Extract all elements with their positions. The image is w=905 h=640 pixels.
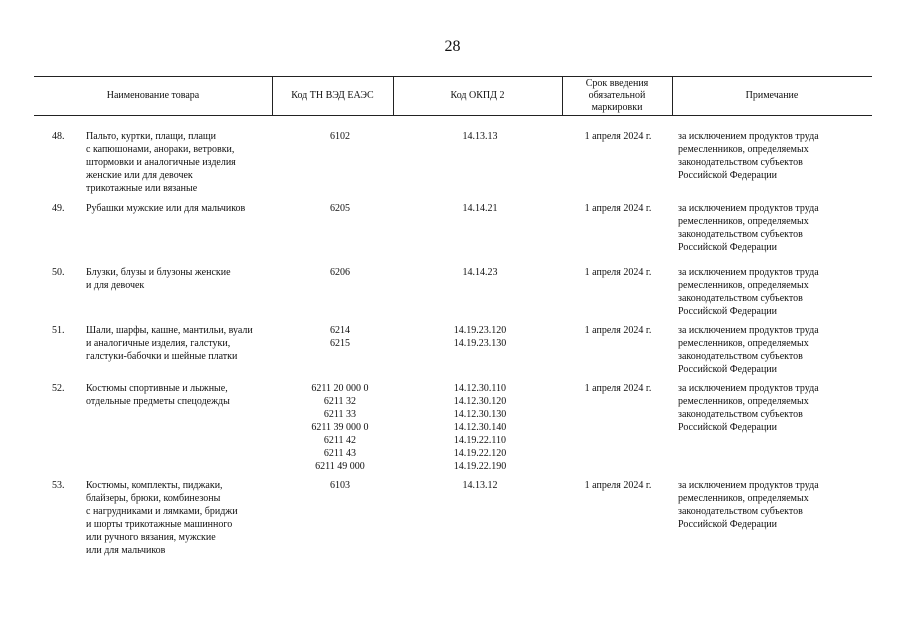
product-name: Костюмы спортивные и лыжные, отдельные предметы спецодежды (86, 383, 230, 407)
header-note-label: Примечание (745, 89, 799, 101)
product-name: Блузки, блузы и блузоны женские и для девочек (86, 267, 231, 291)
tn-ved-code: 6103 (330, 480, 350, 491)
tn-ved-code: 6211 20 000 0 6211 32 6211 33 6211 39 000 0 6211 42 6211 43 6211 49 000 (311, 383, 369, 472)
header-note (672, 76, 872, 115)
okpd-code: 14.12.30.110 14.12.30.120 14.12.30.130 14.12.30.140 14.19.22.110 14.19.22.120 14.19.22.190 (453, 383, 507, 472)
marking-date: 1 апреля 2024 г. (584, 267, 652, 278)
page-number: 28 (444, 38, 461, 55)
row-note: за исключением продуктов труда ремесленников, определяемых законодательством субъектов Российской Федерации (678, 131, 819, 181)
row-number: 53. (52, 480, 65, 491)
row-number: 50. (52, 267, 65, 278)
header-name-label: Наименование товара (106, 89, 200, 101)
tn-ved-code: 6214 6215 (330, 325, 350, 349)
tn-ved-code: 6206 (330, 267, 350, 278)
product-name: Пальто, куртки, плащи, плащи с капюшонами, анораки, ветровки, штормовки и аналогичные изделия женские или для девочек трикотажные или вязаные (86, 131, 236, 194)
okpd-code: 14.13.12 (462, 480, 498, 491)
marking-date: 1 апреля 2024 г. (584, 203, 652, 214)
marking-date: 1 апреля 2024 г. (584, 383, 652, 394)
tn-ved-code: 6205 (330, 203, 350, 214)
row-note: за исключением продуктов труда ремесленников, определяемых законодательством субъектов Российской Федерации (678, 383, 819, 433)
header-okpd-label: Код ОКПД 2 (450, 89, 505, 101)
row-number: 51. (52, 325, 65, 336)
okpd-code: 14.14.23 (462, 267, 498, 278)
product-name: Шали, шарфы, кашне, мантильи, вуали и аналогичные изделия, галстуки, галстуки-бабочки и шейные платки (86, 325, 253, 362)
row-number: 49. (52, 203, 65, 214)
row-note: за исключением продуктов труда ремесленников, определяемых законодательством субъектов Российской Федерации (678, 480, 819, 530)
marking-date: 1 апреля 2024 г. (584, 480, 652, 491)
row-number: 48. (52, 131, 65, 142)
header-date (562, 76, 672, 115)
header-okpd (393, 76, 562, 115)
row-note: за исключением продуктов труда ремесленников, определяемых законодательством субъектов Российской Федерации (678, 203, 819, 253)
row-number: 52. (52, 383, 65, 394)
header-tn-ved (272, 76, 393, 115)
row-note: за исключением продуктов труда ремесленников, определяемых законодательством субъектов Российской Федерации (678, 267, 819, 317)
row-note: за исключением продуктов труда ремесленников, определяемых законодательством субъектов Российской Федерации (678, 325, 819, 375)
okpd-code: 14.13.13 (462, 131, 498, 142)
okpd-code: 14.19.23.120 14.19.23.130 (453, 325, 507, 349)
product-name: Рубашки мужские или для мальчиков (86, 203, 246, 214)
product-name: Костюмы, комплекты, пиджаки, блайзеры, брюки, комбинезоны с нагрудниками и лямками, бриджи и шорты трикотажные машинного или ручного вязания, мужские или для мальчиков (86, 480, 238, 556)
okpd-code: 14.14.21 (462, 203, 498, 214)
header-tn-ved-label: Код ТН ВЭД ЕАЭС (291, 89, 374, 101)
table-header-bottom-rule (34, 115, 872, 116)
marking-date: 1 апреля 2024 г. (584, 325, 652, 336)
header-date-label: Срок введения обязательной маркировки (585, 77, 649, 113)
tn-ved-code: 6102 (330, 131, 350, 142)
marking-date: 1 апреля 2024 г. (584, 131, 652, 142)
header-name (34, 76, 272, 115)
